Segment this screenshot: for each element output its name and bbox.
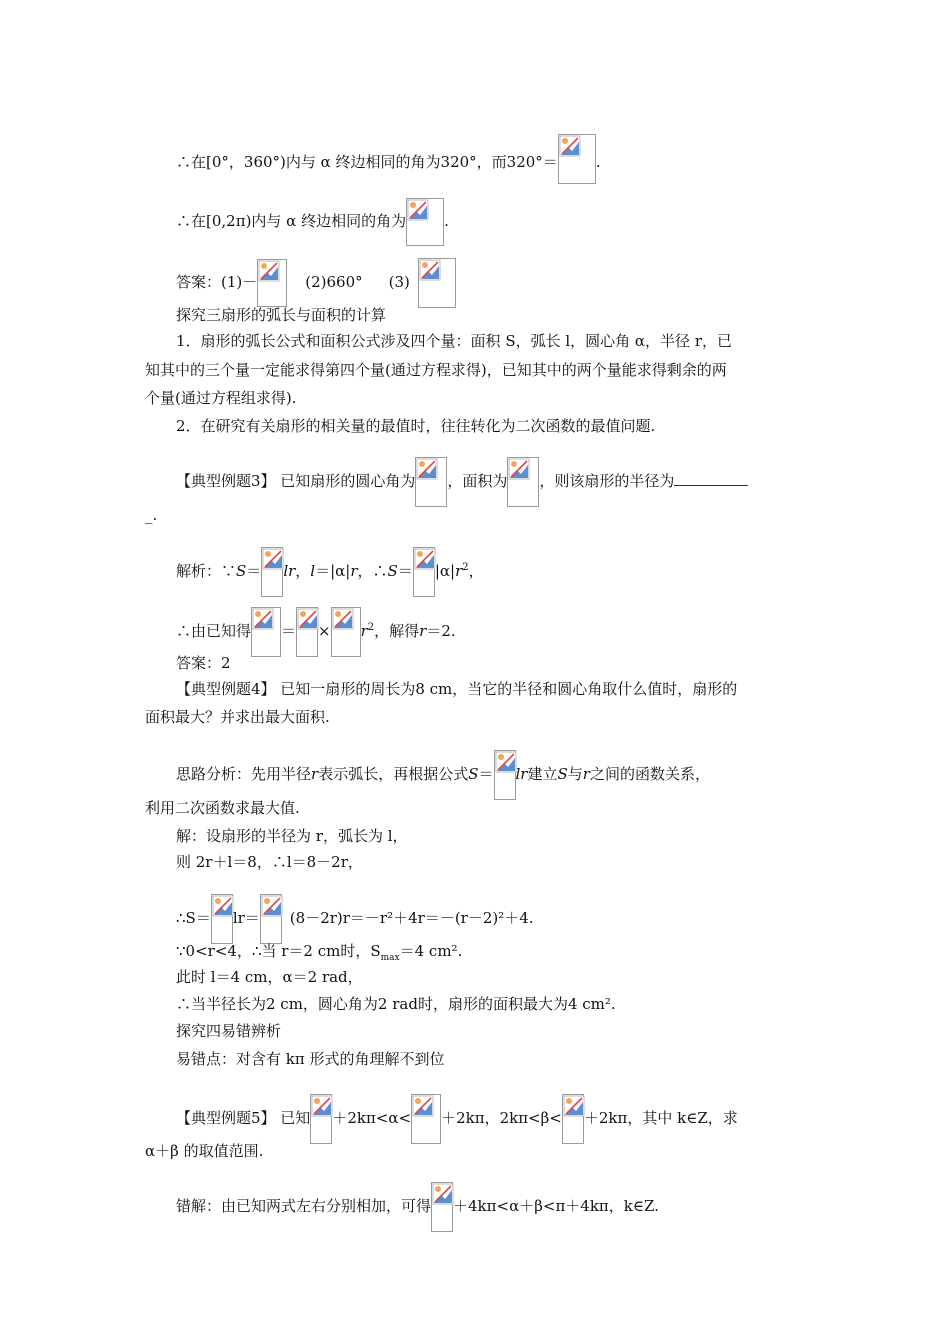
formula-image-placeholder xyxy=(261,547,283,597)
formula-image-placeholder xyxy=(406,198,444,246)
solution-4-line: 则 2r＋l＝8，∴l＝8－2r， xyxy=(176,853,363,871)
formula-image-placeholder xyxy=(494,750,516,800)
formula-image-placeholder xyxy=(251,607,281,657)
solution-4-line: ∴当半径长为2 cm，圆心角为2 rad时，扇形的面积最大为4 cm². xyxy=(176,995,616,1013)
formula-image-placeholder xyxy=(310,1094,332,1144)
solution-4-line: 此时 l＝4 cm，α＝2 rad， xyxy=(176,968,363,986)
solution-4-line: ∴S＝ lr＝ (8－2r)r＝－r²＋4r＝－(r－2)²＋4. xyxy=(176,894,534,944)
example-4-line-2: 面积最大？并求出最大面积. xyxy=(145,708,330,726)
answer-3: 答案：2 xyxy=(176,654,231,672)
error-point: 易错点：对含有 kπ 形式的角理解不到位 xyxy=(176,1050,445,1068)
section-heading-4: 探究四易错辨析 xyxy=(176,1022,282,1040)
formula-image-placeholder xyxy=(418,258,456,308)
solution-4-line: 解：设扇形的半径为 r，弧长为 l， xyxy=(176,827,408,845)
formula-image-placeholder xyxy=(415,457,447,507)
formula-image-placeholder xyxy=(257,259,287,307)
solution-4-line: ∵0<r<4，∴当 r＝2 cm时，$S_{max}=4$ cm². xyxy=(176,942,463,963)
example-5-line-1: 【典型例题5】 已知 ＋2kπ<α< ＋2kπ，2kπ<β< ＋2kπ，其中 k∈Z，求 xyxy=(176,1094,738,1144)
example-5-line-2: α＋β 的取值范围. xyxy=(145,1142,264,1160)
idea-4-line-2: 利用二次函数求最大值. xyxy=(145,799,300,817)
formula-image-placeholder xyxy=(296,607,318,657)
para-line-2: ∴在[0,2π)内与 α 终边相同的角为 . xyxy=(176,198,449,246)
example-3-cont: _. xyxy=(145,506,158,524)
example-4-line-1: 【典型例题4】 已知一扇形的周长为8 cm，当它的半径和圆心角取什么值时，扇形的 xyxy=(176,680,738,698)
formula-image-placeholder xyxy=(211,894,233,944)
formula-image-placeholder xyxy=(507,457,539,507)
wrong-solution: 错解：由已知两式左右分别相加，可得 ＋4kπ<α＋β<π＋4kπ，k∈Z. xyxy=(176,1182,659,1232)
solution-3-line-1: 解析：∵S＝ lr，l＝|α|r，∴S＝ $|\alpha|r^2$， xyxy=(176,547,484,597)
section-heading-3: 探究三扇形的弧长与面积的计算 xyxy=(176,306,387,324)
example-3: 【典型例题3】 已知扇形的圆心角为 ，面积为 ，则该扇形的半径为 xyxy=(176,457,748,507)
formula-image-placeholder xyxy=(558,134,596,184)
formula-image-placeholder xyxy=(562,1094,584,1144)
para-line: 1．扇形的弧长公式和面积公式涉及四个量：面积 S，弧长 l，圆心角 α，半径 r，已 xyxy=(176,332,732,350)
formula-image-placeholder xyxy=(331,607,361,657)
para-line: 知其中的三个量一定能求得第四个量(通过方程求得)，已知其中的两个量能求得剩余的两 xyxy=(145,361,727,379)
formula-image-placeholder xyxy=(411,1094,441,1144)
answer-line-2: 答案：(1)－ (2)660° (3) xyxy=(176,258,456,308)
para-line-1: ∴在[0°，360°)内与 α 终边相同的角为320°，而320°＝ . xyxy=(176,138,601,188)
para-line: 2．在研究有关扇形的相关量的最值时，往往转化为二次函数的最值问题. xyxy=(176,417,656,435)
formula-image-placeholder xyxy=(260,894,282,944)
formula-image-placeholder xyxy=(413,547,435,597)
solution-3-line-2: ∴由已知得 ＝ × $r^2$，解得r＝2. xyxy=(176,607,456,657)
idea-4-line-1: 思路分析：先用半径r表示弧长，再根据公式S＝ lr建立S与r之间的函数关系， xyxy=(176,750,710,800)
para-line: 个量(通过方程组求得). xyxy=(145,389,297,407)
answer-blank xyxy=(674,471,748,486)
formula-image-placeholder xyxy=(431,1182,453,1232)
